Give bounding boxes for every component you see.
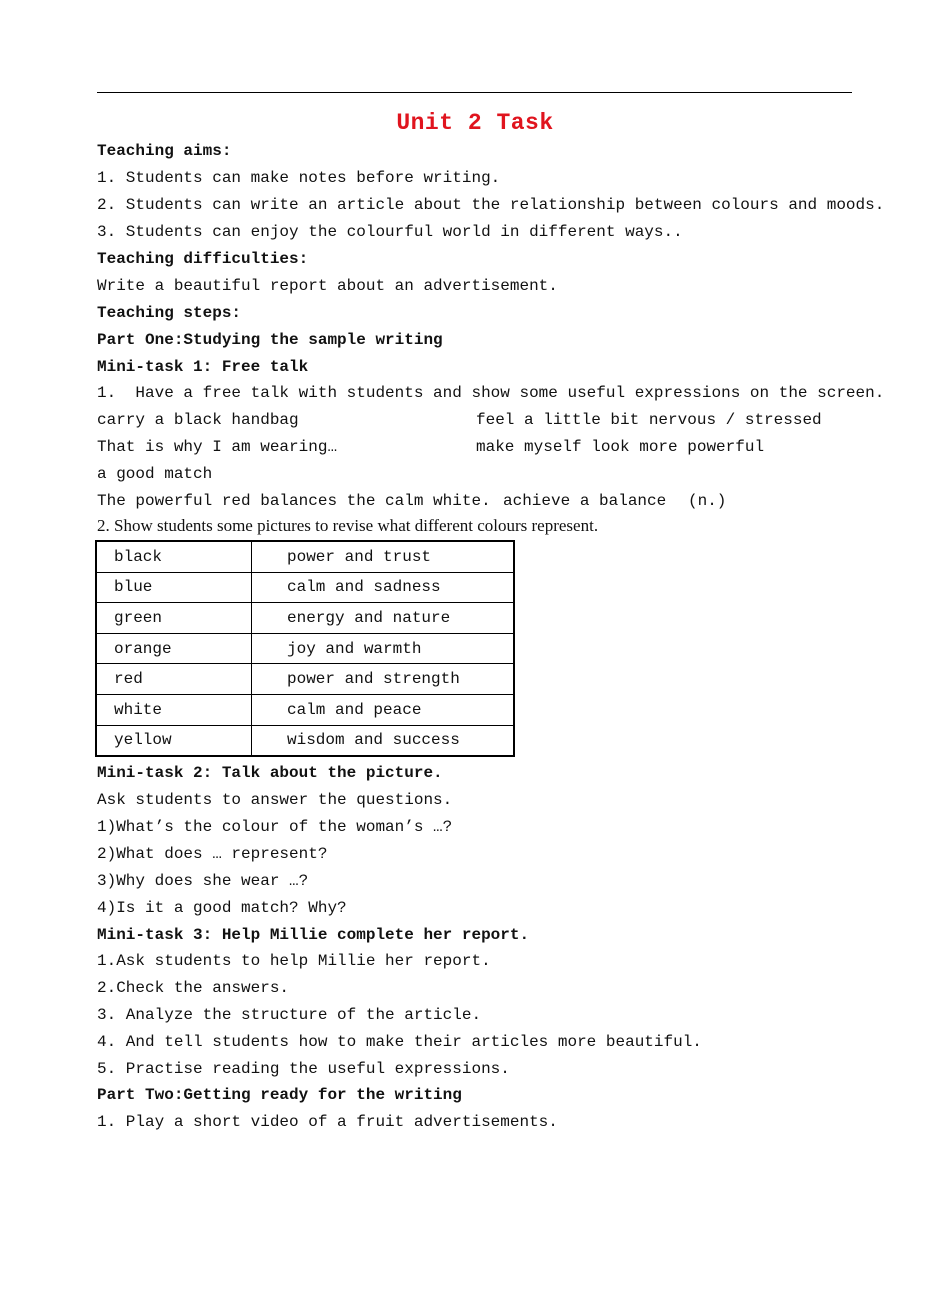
- colour-cell: orange: [96, 633, 252, 664]
- text-line: Mini-task 2: Talk about the picture.: [97, 764, 443, 782]
- meaning-cell: power and strength: [252, 664, 515, 695]
- table-row: [96, 541, 514, 572]
- expression-noun-note: (n.): [688, 492, 727, 510]
- text-line: Part One:Studying the sample writing: [97, 331, 443, 349]
- colour-cell: green: [96, 603, 252, 634]
- text-line: 4)Is it a good match? Why?: [97, 899, 347, 917]
- text-line: 3. Students can enjoy the colourful world in different ways..: [97, 223, 683, 241]
- table-row: [96, 603, 514, 634]
- expression-feel-nervous: feel a little bit nervous / stressed: [476, 411, 822, 429]
- meaning-cell: joy and warmth: [252, 633, 515, 664]
- meaning-cell: wisdom and success: [252, 725, 515, 756]
- text-line: 5. Practise reading the useful expressions.: [97, 1060, 510, 1078]
- text-line: Mini-task 1: Free talk: [97, 358, 309, 376]
- text-line: 3. Analyze the structure of the article.: [97, 1006, 482, 1024]
- text-line: 2.Check the answers.: [97, 979, 290, 997]
- text-line: 2)What does … represent?: [97, 845, 328, 863]
- colour-cell: blue: [96, 572, 252, 603]
- text-line: Teaching steps:: [97, 304, 242, 322]
- table-row: [96, 633, 514, 664]
- table-row: [96, 572, 514, 603]
- colour-cell: red: [96, 664, 252, 695]
- text-line: Teaching difficulties:: [97, 250, 309, 268]
- expression-balances: The powerful red balances the calm white.: [97, 492, 491, 510]
- meaning-cell: power and trust: [252, 541, 515, 572]
- text-line: Part Two:Getting ready for the writing: [97, 1086, 462, 1104]
- meaning-cell: calm and sadness: [252, 572, 515, 603]
- document-title: Unit 2 Task: [396, 110, 554, 136]
- expression-carry-handbag: carry a black handbag: [97, 411, 299, 429]
- text-line: 1. Students can make notes before writing.: [97, 169, 501, 187]
- text-line: Teaching aims:: [97, 142, 232, 160]
- task2-intro: 2. Show students some pictures to revise what different colours represent.: [97, 516, 599, 535]
- colour-cell: white: [96, 694, 252, 725]
- expression-look-powerful: make myself look more powerful: [476, 438, 765, 456]
- colour-cell: yellow: [96, 725, 252, 756]
- text-line: 4. And tell students how to make their articles more beautiful.: [97, 1033, 702, 1051]
- header-rule: [97, 92, 852, 93]
- text-line: Write a beautiful report about an advertisement.: [97, 277, 558, 295]
- table-row: [96, 694, 514, 725]
- text-line: Ask students to answer the questions.: [97, 791, 453, 809]
- colour-meaning-table: [95, 540, 515, 757]
- colour-cell: black: [96, 541, 252, 572]
- expression-achieve-balance: achieve a balance: [503, 492, 667, 510]
- text-line: 1. Have a free talk with students and show some useful expressions on the screen.: [97, 384, 885, 402]
- text-line: 2. Students can write an article about the relationship between colours and moods.: [97, 196, 885, 214]
- expression-wearing: That is why I am wearing…: [97, 438, 338, 456]
- text-line: 3)Why does she wear …?: [97, 872, 309, 890]
- text-line: Mini-task 3: Help Millie complete her report.: [97, 926, 530, 944]
- expression-good-match: a good match: [97, 465, 213, 483]
- table-row: [96, 725, 514, 756]
- table-row: [96, 664, 514, 695]
- meaning-cell: calm and peace: [252, 694, 515, 725]
- meaning-cell: energy and nature: [252, 603, 515, 634]
- text-line: 1.Ask students to help Millie her report.: [97, 952, 491, 970]
- text-line: 1)What’s the colour of the woman’s …?: [97, 818, 453, 836]
- text-line: 1. Play a short video of a fruit advertisements.: [97, 1113, 558, 1131]
